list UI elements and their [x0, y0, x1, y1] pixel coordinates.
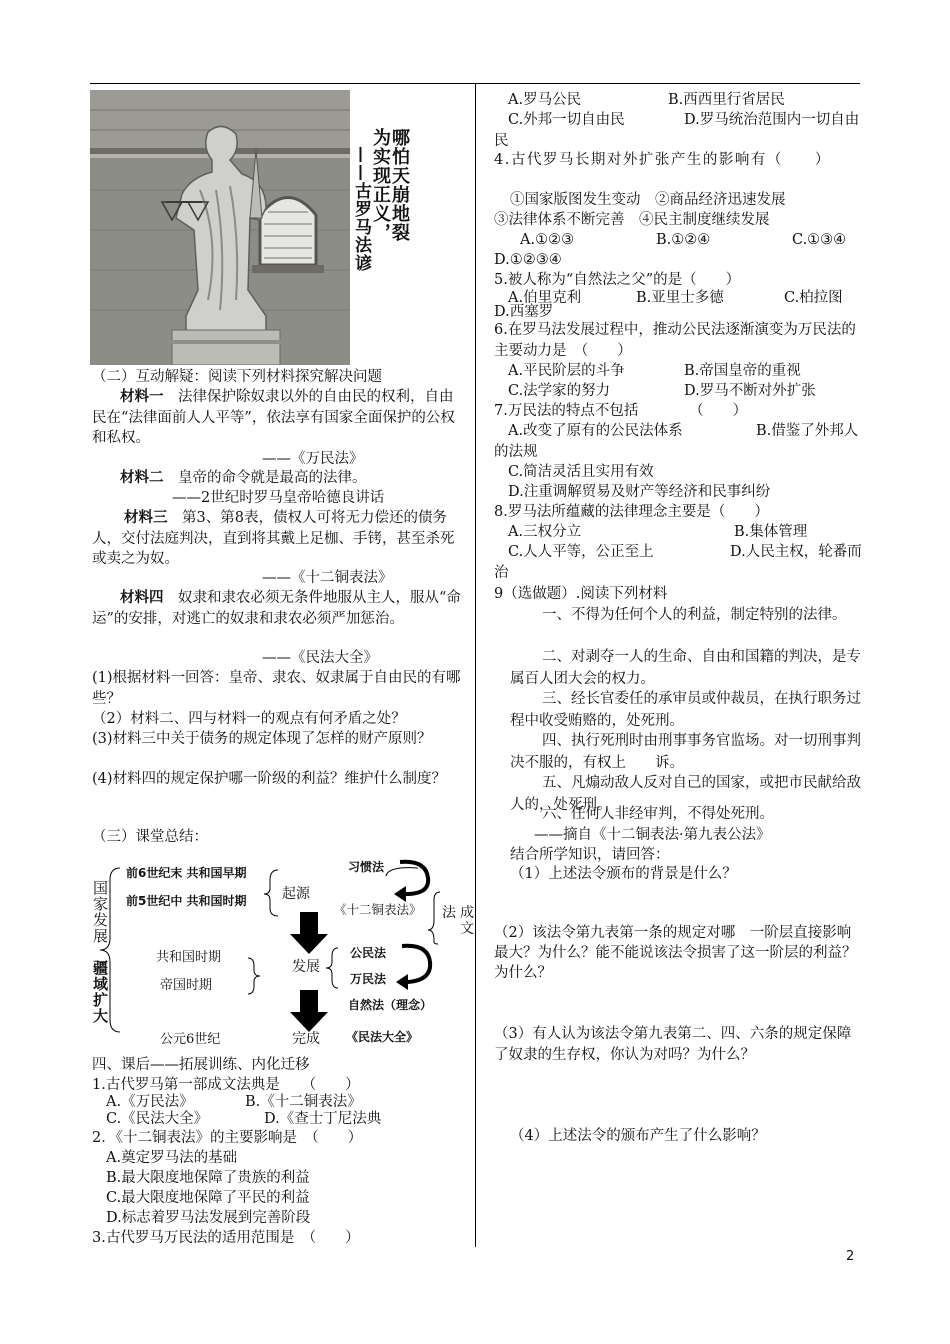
diagram-written-law-b: 成	[460, 905, 474, 921]
mc3-option-b: B.西西里行省居民	[668, 92, 785, 108]
material-3-label: 材料三	[124, 509, 168, 526]
mc1-option-b: B.《十二铜表法》	[245, 1094, 362, 1110]
quote-col1: 为实现正义，	[370, 128, 391, 242]
diagram-period-1: 前6世纪末 共和国早期	[126, 866, 247, 880]
material-3-source: ——《十二铜表法》	[262, 570, 393, 586]
mc2-option-d: D.标志着罗马法发展到完善阶段	[106, 1210, 311, 1226]
mc3-option-c: C.外邦一切自由民	[508, 112, 625, 128]
law-2: 二、对剥夺一人的生命、自由和国籍的判决，是专属百人团大会的权力。	[510, 649, 861, 687]
section2-title: （二）互动解疑：阅读下列材料探究解决问题	[92, 369, 382, 385]
mc1-question: 1.古代罗马第一部成文法典是 （ ）	[92, 1077, 360, 1093]
law-4: 四、执行死刑时由刑事事务官监场。对一切刑事判决不服的，有权上 诉。	[510, 733, 861, 771]
summary-diagram	[88, 850, 478, 1050]
material-1-text: 法律保护除奴隶以外的自由民的权利，自由民在“法律面前人人平等”，依法享有国家全面保护的公权和私权。	[92, 389, 455, 446]
diagram-republic: 共和国时期	[156, 950, 222, 965]
mc7-option-a: A.改变了原有的公民法体系	[508, 423, 683, 439]
mc6-option-c: C.法学家的努力	[508, 383, 611, 399]
q9-sub-2: （2）该法令第九表第一条的规定对哪 一阶层直接影响最大？为什么？能不能说该法令损害了这一阶层的利益？为什么？	[494, 925, 857, 981]
material-1-source: ——《万民法》	[262, 451, 364, 467]
diagram-jus-gentium: 万民法	[350, 972, 387, 986]
q9-sub-1: （1）上述法令颁布的背景是什么？	[510, 866, 737, 882]
mc5-option-d: D.西塞罗	[494, 304, 554, 320]
material-1	[92, 387, 467, 449]
mc5-option-a: A.伯里克利	[508, 290, 582, 306]
material-1-label: 材料一	[120, 388, 164, 405]
q9-sub-4: （4）上述法令的颁布产生了什么影响？	[510, 1128, 766, 1144]
law-5: 五、凡煽动敌人反对自己的国家，或把市民献给敌人的，处死刑。	[510, 775, 861, 813]
law-3: 三、经长官委任的承审员或仲裁员，在执行职务过程中收受贿赂的，处死刑。	[510, 691, 861, 729]
justice-statue-photo	[90, 90, 350, 365]
mc5-option-b: B.亚里士多德	[636, 290, 724, 306]
q9-sub-3: （3）有人认为该法令第九表第二、四、六条的规定保障了奴隶的生存权，你认为对吗？为什么？	[494, 1026, 852, 1063]
quote-col2: 哪怕天崩地裂	[389, 128, 410, 242]
material-2	[120, 468, 367, 488]
mc6-question: 6.在罗马法发展过程中，推动公民法逐渐演变为万民法的主要动力是 （ ）	[494, 322, 856, 359]
mc4-statement-2: ③法律体系不断完善 ④民主制度继续发展	[494, 212, 770, 228]
mc8-option-a: A.三权分立	[508, 524, 582, 540]
mc1-option-d: D.《查士丁尼法典	[264, 1111, 382, 1127]
material-2-source: ——2世纪时罗马皇帝哈德良讲话	[172, 490, 385, 506]
mc3-option-d: D.罗马统治范围内一切自由民	[494, 112, 860, 149]
question-2: （2）材料二、四与材料一的观点有何矛盾之处？	[92, 711, 406, 727]
diagram-written-law-a: 法	[442, 905, 456, 921]
page-number: 2	[846, 1249, 855, 1264]
mc2-option-a: A.奠定罗马法的基础	[106, 1150, 238, 1166]
column-divider	[475, 84, 476, 1247]
law-6: 六、任何人非经审判，不得处死刑。	[542, 806, 774, 822]
question-4: (4)材料四的规定保护哪一阶级的利益？维护什么制度？	[92, 771, 447, 787]
material-2-label: 材料二	[120, 469, 164, 486]
material-3	[92, 508, 467, 570]
mc6-option-d: D.罗马不断对外扩张	[684, 383, 816, 399]
mc3-option-a: A.罗马公民	[508, 92, 582, 108]
diagram-civil-law: 公民法	[350, 946, 387, 960]
q9-title: 9（选做题）.阅读下列材料	[494, 586, 668, 602]
mc1-option-c: C.《民法大全》	[106, 1111, 209, 1127]
section3-title: （三）课堂总结：	[92, 829, 208, 845]
mc8-question: 8.罗马法所蕴藏的法律理念主要是（ ）	[494, 504, 769, 520]
diagram-period-2: 前5世纪中 共和国时期	[126, 894, 247, 908]
diagram-custom-law: 习惯法	[348, 860, 385, 874]
question-3: (3)材料三中关于债务的规定体现了怎样的财产原则？	[92, 731, 432, 747]
mc4-option-c: C.①③④	[792, 232, 847, 248]
diagram-side-top: 国家发展	[91, 880, 109, 944]
material-2-text: 皇帝的命令就是最高的法律。	[178, 470, 367, 486]
mc4-question: 4.古代罗马长期对外扩张产生的影响有（ ）	[494, 152, 831, 168]
mc2-option-b: B.最大限度地保障了贵族的利益	[106, 1170, 310, 1186]
law-source: ——摘自《十二铜表法·第九表公法》	[534, 827, 771, 843]
mc8-option-b: B.集体管理	[734, 524, 808, 540]
mc4-statement-1: ①国家版图发生变动 ②商品经济迅速发展	[510, 192, 786, 208]
law-1: 一、不得为任何个人的利益，制定特别的法律。	[542, 607, 847, 623]
mc1-option-a: A.《万民法》	[106, 1094, 194, 1110]
diagram-corpus: 《民法大全》	[346, 1030, 419, 1044]
diagram-complete: 完成	[292, 1031, 320, 1047]
mc5-question: 5.被人称为“自然法之父”的是（ ）	[494, 272, 741, 288]
diagram-side-bottom: 疆域扩大	[91, 960, 109, 1024]
mc7-option-d: D.注重调解贸易及财产等经济和民事纠纷	[508, 484, 771, 500]
diagram-natural-law: 自然法（理念）	[348, 998, 433, 1012]
mc2-question: 2．《十二铜表法》的主要影响是 （ ）	[92, 1130, 363, 1146]
mc4-option-d: D.①②③④	[494, 252, 562, 268]
question-1: (1)根据材料一回答：皇帝、隶农、奴隶属于自由民的有哪些？	[92, 670, 461, 707]
diagram-empire: 帝国时期	[160, 978, 213, 993]
section4-title: 四、课后——拓展训练、内化迁移	[92, 1057, 310, 1073]
mc3-question: 3.古代罗马万民法的适用范围是 （ ）	[92, 1230, 360, 1246]
mc6-option-b: B.帝国皇帝的重视	[684, 363, 801, 379]
diagram-origin: 起源	[282, 886, 310, 902]
mc4-option-b: B.①②④	[656, 232, 711, 248]
material-3-text: 第3、第8表，债权人可将无力偿还的债务人，交付法庭判决，直到将其戴上足枷、手铐，甚至杀死或卖之为奴。	[92, 510, 455, 567]
mc5-option-c: C.柏拉图	[784, 290, 843, 306]
quote-attribution: ——古罗马法谚	[351, 146, 371, 272]
mc8-option-d: D.人民主权，轮番而治	[494, 544, 862, 581]
material-4	[92, 588, 467, 629]
diagram-written-law-c: 文	[460, 921, 474, 937]
q9-prompt: 结合所学知识，请回答：	[510, 847, 670, 863]
material-4-label: 材料四	[120, 589, 164, 606]
diagram-ad6: 公元6世纪	[160, 1032, 221, 1047]
mc7-option-c: C.简洁灵活且实用有效	[508, 464, 654, 480]
mc7-option-b: B.借鉴了外邦人的法规	[494, 423, 859, 460]
mc2-option-c: C.最大限度地保障了平民的利益	[106, 1190, 310, 1206]
material-4-text: 奴隶和隶农必须无条件地服从主人，服从“命运”的安排，对逃亡的奴隶和隶农必须严加惩治。	[92, 590, 461, 627]
mc4-option-a: A.①②③	[520, 232, 575, 248]
mc8-option-c: C.人人平等，公正至上	[508, 544, 654, 560]
material-4-source: ——《民法大全》	[262, 650, 378, 666]
diagram-develop: 发展	[292, 959, 320, 975]
mc7-question: 7.万民法的特点不包括 （ ）	[494, 403, 748, 419]
mc6-option-a: A.平民阶层的斗争	[508, 363, 625, 379]
diagram-twelve-tables: 《十二铜表法》	[334, 902, 422, 917]
